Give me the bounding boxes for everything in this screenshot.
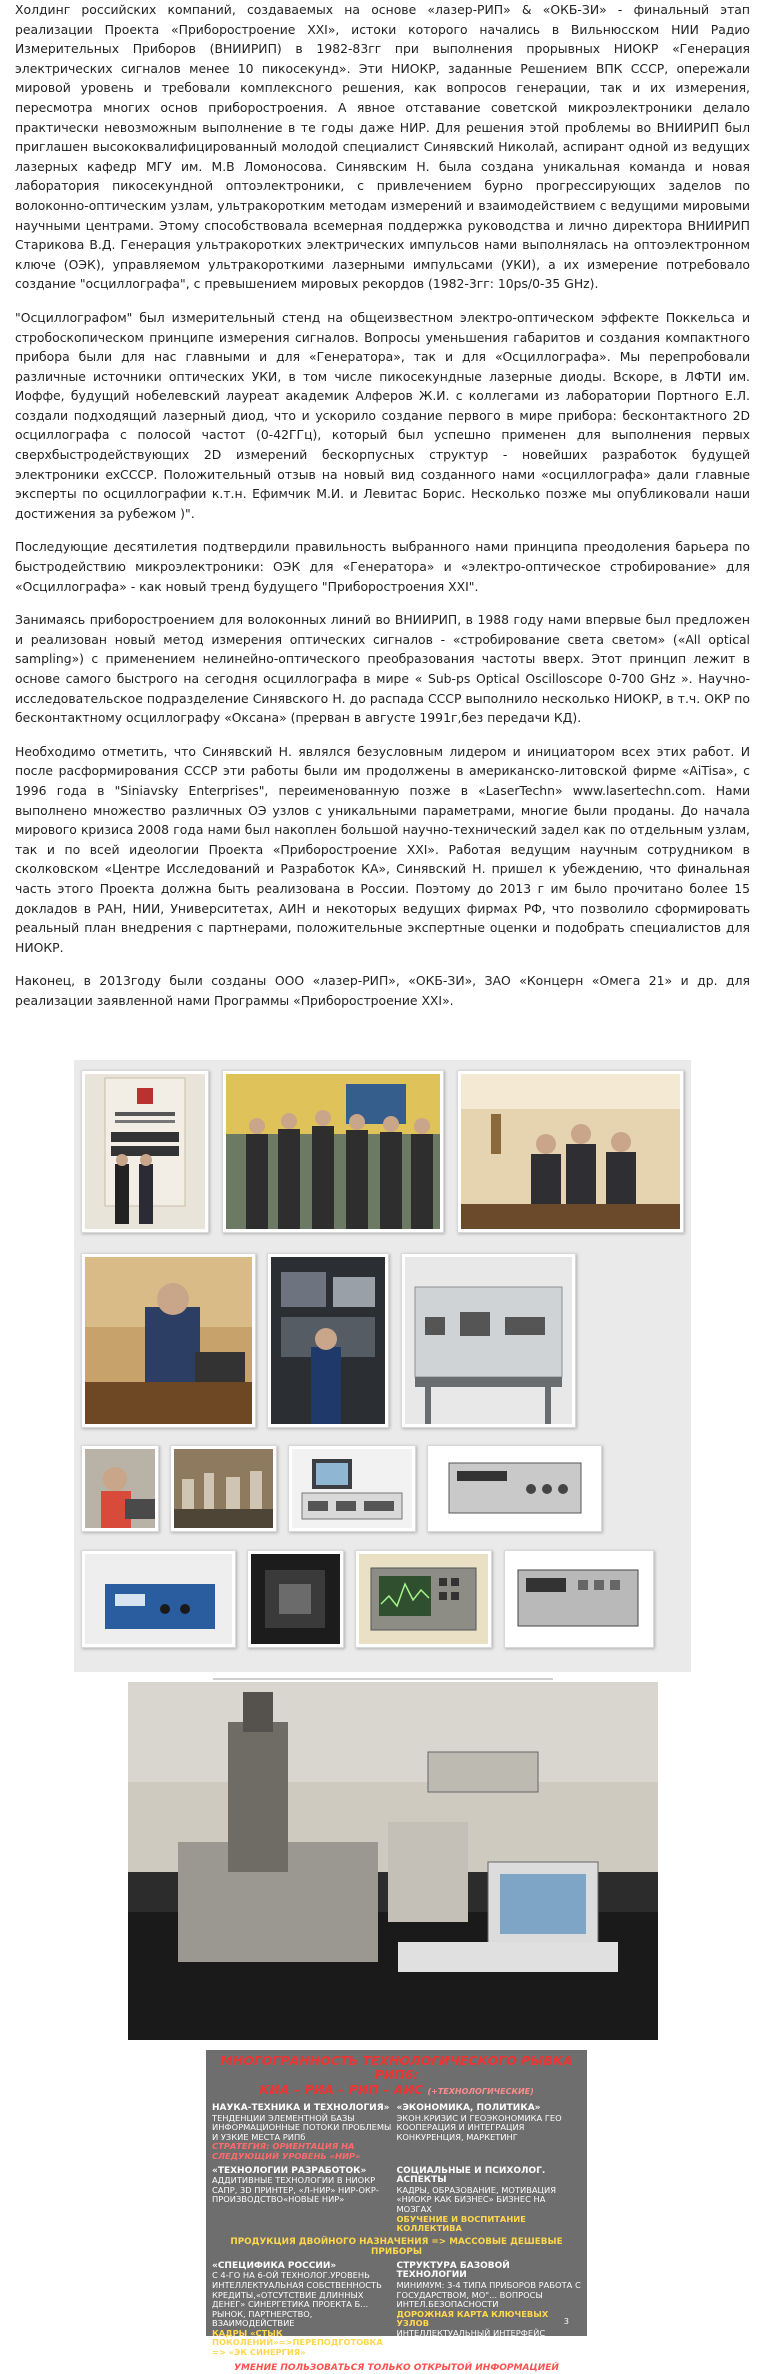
slide-block-body: АДДИТИВНЫЕ ТЕХНОЛОГИИ В НИОКР САПР, 3D ПРИНТЕР, «Л-НИР» НИР-ОКР-ПРОИЗВОДСТВО«НОВЫЕ НИР» bbox=[212, 2175, 379, 2205]
technology-slide bbox=[206, 2050, 587, 2373]
gallery-photo-device-blue[interactable] bbox=[81, 1550, 236, 1648]
slide-block-heading: НАУКА-ТЕХНИКА И ТЕХНОЛОГИЯ» bbox=[212, 2103, 390, 2113]
gallery-photo-rack-unit[interactable] bbox=[504, 1550, 654, 1648]
slide-block-russia bbox=[212, 2262, 397, 2358]
paragraph-4: Занимаясь приборостроением для волоконных линий во ВНИИРИП, в 1988 году нами впервые был предложен и реализован новый метод измерения оптических сигналов - «стробирование света светом» («All optical sampling») с применением нелинейно-оптического преобразования частоты вверх. Этот принцип лежит в основе самого быстрого на сегодня осциллографа в мире « Sub-ps Optical Oscilloscope 0-700 GHz ». Научно-исследовательское подразделение Синявского Н. до распада СССР выполнило несколько НИОКР, в т.ч. ОКР по бесконтактному осциллографу «Оксана» (прерван в августе 1991г,без передачи КД). bbox=[15, 612, 750, 726]
slide-row-1 bbox=[212, 2104, 581, 2162]
slide-block-highlight: ДОРОЖНАЯ КАРТА КЛЮЧЕВЫХ УЗЛОВ bbox=[396, 2308, 549, 2329]
slide-dual-use: ПРОДУКЦИЯ ДВОЙНОГО НАЗНАЧЕНИЯ => МАССОВЫЕ ДЕШЕВЫЕ ПРИБОРЫ bbox=[230, 2236, 563, 2257]
gallery-photo-optics-setup[interactable] bbox=[170, 1445, 277, 1532]
lab-equipment-photo[interactable] bbox=[128, 1682, 658, 2040]
slide-block-body: КАДРЫ, ОБРАЗОВАНИЕ, МОТИВАЦИЯ «НИОКР КАК БИЗНЕС» БИЗНЕС НА МОЗГАХ bbox=[396, 2184, 556, 2214]
slide-page-number: 3 bbox=[563, 2317, 569, 2326]
slide-block-social bbox=[397, 2167, 582, 2234]
slide-subtitle bbox=[212, 2082, 581, 2099]
slide-block-body: ЭКОН.КРИЗИС И ГЕОЭКОНОМИКА ГЕО КООПЕРАЦИЯ И ИНТЕГРАЦИЯ КОНКУРЕНЦИЯ, МАРКЕТИНГ bbox=[396, 2112, 562, 2142]
slide-block-tail: ИНТЕЛЛЕКТУАЛЬНЫЙ ИНТЕРФЕЙС bbox=[396, 2327, 546, 2338]
separator-line bbox=[213, 1678, 553, 1680]
paragraph-1: Холдинг российских компаний, создаваемых на основе «лазер-РИП» & «ОКБ-ЗИ» - финальный этап реализации Проекта «Приборостроение XXI», истоки которого начались в Вильнюсском НИИ Радио Измерительных Приборов (ВНИИРИП) в 1982-83гг при выполнения прорывных НИОКР «Генерация электрических сигналов менее 10 пикосекунд». Эти НИОКР, заданные Решением ВПК СССР, опережали мировой уровень и требовали комплексного решения, как вопросов генерации, так и их измерения, пересмотра многих основ приборостроения. А явное отставание советской микроэлектроники делало практически невозможным выполнение в те годы даже НИР. Для решения этой проблемы во ВНИИРИП был приглашен высококвалифицированный молодой специалист Синявский Николай, аспирант одной из ведущих лазерных кафедр МГУ им. М.В Ломоносова. Синявским Н. была создана уникальная команда и новая лаборатория пикосекундной оптоэлектроники, с привлечением бурно прогрессирующих заделов по волоконно-оптическим узлам, ультракоротким методам измерений и взаимодействием с ведущими мировыми научными центрами. Этому способствовала всемерная поддержка руководства и лично директора ВНИИРИП Старикова В.Д. Генерация ультракоротких электрических импульсов нами выполнялась на оптоэлектронном ключе (ОЭК), управляемом ультракороткими лазерными импульсами (УКИ), а их измерение потребовало создание "осциллографа", с превышением мировых рекордов (1982-3гг: 10ps/0-35 GHz). bbox=[15, 2, 750, 292]
slide-block-heading: СОЦИАЛЬНЫЕ И ПСИХОЛОГ. АСПЕКТЫ bbox=[396, 2165, 546, 2186]
slide-block-heading: СТРУКТУРА БАЗОВОЙ ТЕХНОЛОГИИ bbox=[396, 2260, 510, 2281]
slide-block-structure bbox=[397, 2262, 582, 2358]
slide-block-dev-tech bbox=[212, 2167, 397, 2234]
slide-row-2 bbox=[212, 2167, 581, 2234]
slide-row-3 bbox=[212, 2262, 581, 2358]
article-text bbox=[15, 0, 750, 1025]
gallery-photo-oscilloscope[interactable] bbox=[355, 1550, 492, 1648]
slide-block-body: МИНИМУМ: 3-4 ТИПА ПРИБОРОВ РАБОТА С ГОСУДАРСТВОМ, МО"... ВОПРОСЫ ИНТЕЛ.БЕЗОПАСНОСТИ bbox=[396, 2279, 581, 2310]
slide-block-strategy: СТРАТЕГИЯ: ОРИЕНТАЦИЯ НА СЛЕДУЮЩИЙ УРОВЕНЬ «НИР» bbox=[212, 2141, 361, 2161]
gallery-photo-lab-bench[interactable] bbox=[267, 1253, 389, 1428]
gallery-photo-laser-work[interactable] bbox=[81, 1445, 159, 1532]
slide-title: МНОГОГРАННОСТЬ ТЕХНОЛОГИЧЕСКОГО РЫВКА РИП6: bbox=[220, 2053, 573, 2082]
slide-block-science bbox=[212, 2104, 397, 2162]
gallery-photo-group[interactable] bbox=[222, 1070, 444, 1233]
slide-block-heading: «СПЕЦИФИКА РОССИИ» bbox=[212, 2260, 337, 2271]
slide-block-highlight: КАДРЫ «СТЫК ПОКОЛЕНИЙ»=>ПЕРЕПОДГОТОВКА => «ЭК СИНЕРГИЯ» bbox=[212, 2327, 383, 2358]
paragraph-2: "Осциллографом" был измерительный стенд на общеизвестном электро-оптическом эффекте Поккельса и стробоскопическом принципе измерения сигналов. Вопросы уменьшения габаритов и создания компактного прибора были для нас главными и для «Генератора», так и для «Осциллографа». Мы перепробовали различные источники оптических УКИ, в том числе пикосекундные лазерные диоды. Вскоре, в ЛФТИ им. Иоффе, будущий нобелевский лауреат академик Алферов Ж.И. с коллегами из лаборатории Портного Е.Л. создали подходящий лазерный диод, что и ускорило создание первого в мире прибора: бесконтактного 2D осциллографа с полосой частот (0-42ГГц), который был успешно применен для выполнения первых сверхбыстродействующих 2D измерений бескорпусных структур - новейших разработок будущей электроники exСССР. Положительный отзыв на новый вид созданного нами «осциллографа» дали главные эксперты по осциллографии к.т.н. Ефимчик М.И. и Левитас Борис. Несколько позже мы опубликовали наши достижения за рубежом )". bbox=[15, 309, 750, 521]
slide-block-highlight: ОБУЧЕНИЕ И ВОСПИТАНИЕ КОЛЛЕКТИВА bbox=[396, 2213, 526, 2234]
slide-block-heading: «ТЕХНОЛОГИИ РАЗРАБОТОК» bbox=[212, 2165, 367, 2176]
gallery-photo-dark-module[interactable] bbox=[247, 1550, 344, 1648]
paragraph-6: Наконец, в 2013году были созданы ООО «лазер-РИП», «ОКБ-ЗИ», ЗАО «Концерн «Омега 21» и др. для реализации заявленной нами Программы «Приборостроение XXI». bbox=[15, 973, 750, 1008]
slide-subtitle-note: (+ТЕХНОЛОГИЧЕСКИЕ) bbox=[427, 2087, 534, 2096]
paragraph-5: Необходимо отметить, что Синявский Н. являлся безусловным лидером и инициатором всех этих работ. И после расформирования СССР эти работы были им продолжены в американско-литовской фирме «AiTisa», с 1996 года в "Siniavsky Enterprises", переименованную позже в «LaserTechn» www.lasertechn.com. Нами выполнено множество различных ОЭ узлов с уникальными параметрами, многие были проданы. До начала мирового кризиса 2008 года нами был накоплен большой научно-технический задел как по отдельным узлам, так и по всей идеологии Проекта «Приборостроение XXI». Работая ведущим научным сотрудником в сколковском «Центре Исследований и Разработок КА», Синявский Н. пришел к убеждению, что финальная часть этого Проекта должна быть реализована в России. Поэтому до 2013 г им было прочитано более 15 докладов в РАН, НИИ, Университетах, АИН и некоторых ведущих фирмах РФ, что позволило сформировать реальный план внедрения с партнерами, положительные экспертные оценки и подобрать специалистов для НИОКР. bbox=[15, 743, 750, 955]
gallery-photo-duma[interactable] bbox=[81, 1070, 209, 1233]
lab-equipment-image bbox=[128, 1682, 658, 2040]
gallery-photo-office[interactable] bbox=[81, 1253, 256, 1428]
gallery-photo-instrument-2[interactable] bbox=[427, 1445, 602, 1532]
slide-subtitle-text: КИА – РИА – РИП – АИС bbox=[259, 2082, 424, 2097]
slide-block-body: С 4-ГО НА 6-ОЙ ТЕХНОЛОГ.УРОВЕНЬ ИНТЕЛЛЕКТУАЛЬНАЯ СОБСТВЕННОСТЬ КРЕДИТЫ,«ОТСУТСТВИЕ ДЛИННЫХ ДЕНЕГ» СИНЕРГЕТИКА ПРОЕКТА Б... РЫНОК, ПАРТНЕРСТВО, ВЗАИМОДЕЙСТВИЕ bbox=[212, 2270, 382, 2329]
slide-block-economy bbox=[397, 2104, 582, 2162]
slide-block-heading: «ЭКОНОМИКА, ПОЛИТИКА» bbox=[396, 2103, 541, 2113]
gallery-photo-instrument-1[interactable] bbox=[288, 1445, 416, 1532]
gallery-photo-meeting[interactable] bbox=[457, 1070, 684, 1233]
paragraph-3: Последующие десятилетия подтвердили правильность выбранного нами принципа преодоления барьера по быстродействию микроэлектроники: ОЭК для «Генератора» и «электро-оптическое стробирование» для «Осциллографа» - как новый тренд будущего "Приборостроения XXI". bbox=[15, 539, 750, 594]
slide-block-body: ТЕНДЕНЦИИ ЭЛЕМЕНТНОЙ БАЗЫ ИНФОРМАЦИОННЫЕ ПОТОКИ ПРОБЛЕМЫ И УЗКИЕ МЕСТА РИПб bbox=[212, 2112, 392, 2142]
photo-gallery bbox=[74, 1060, 691, 1672]
gallery-photo-optical-table[interactable] bbox=[401, 1253, 576, 1428]
slide-footer: УМЕНИЕ ПОЛЬЗОВАТЬСЯ ТОЛЬКО ОТКРЫТОЙ ИНФОРМАЦИЕЙ bbox=[234, 2362, 559, 2373]
